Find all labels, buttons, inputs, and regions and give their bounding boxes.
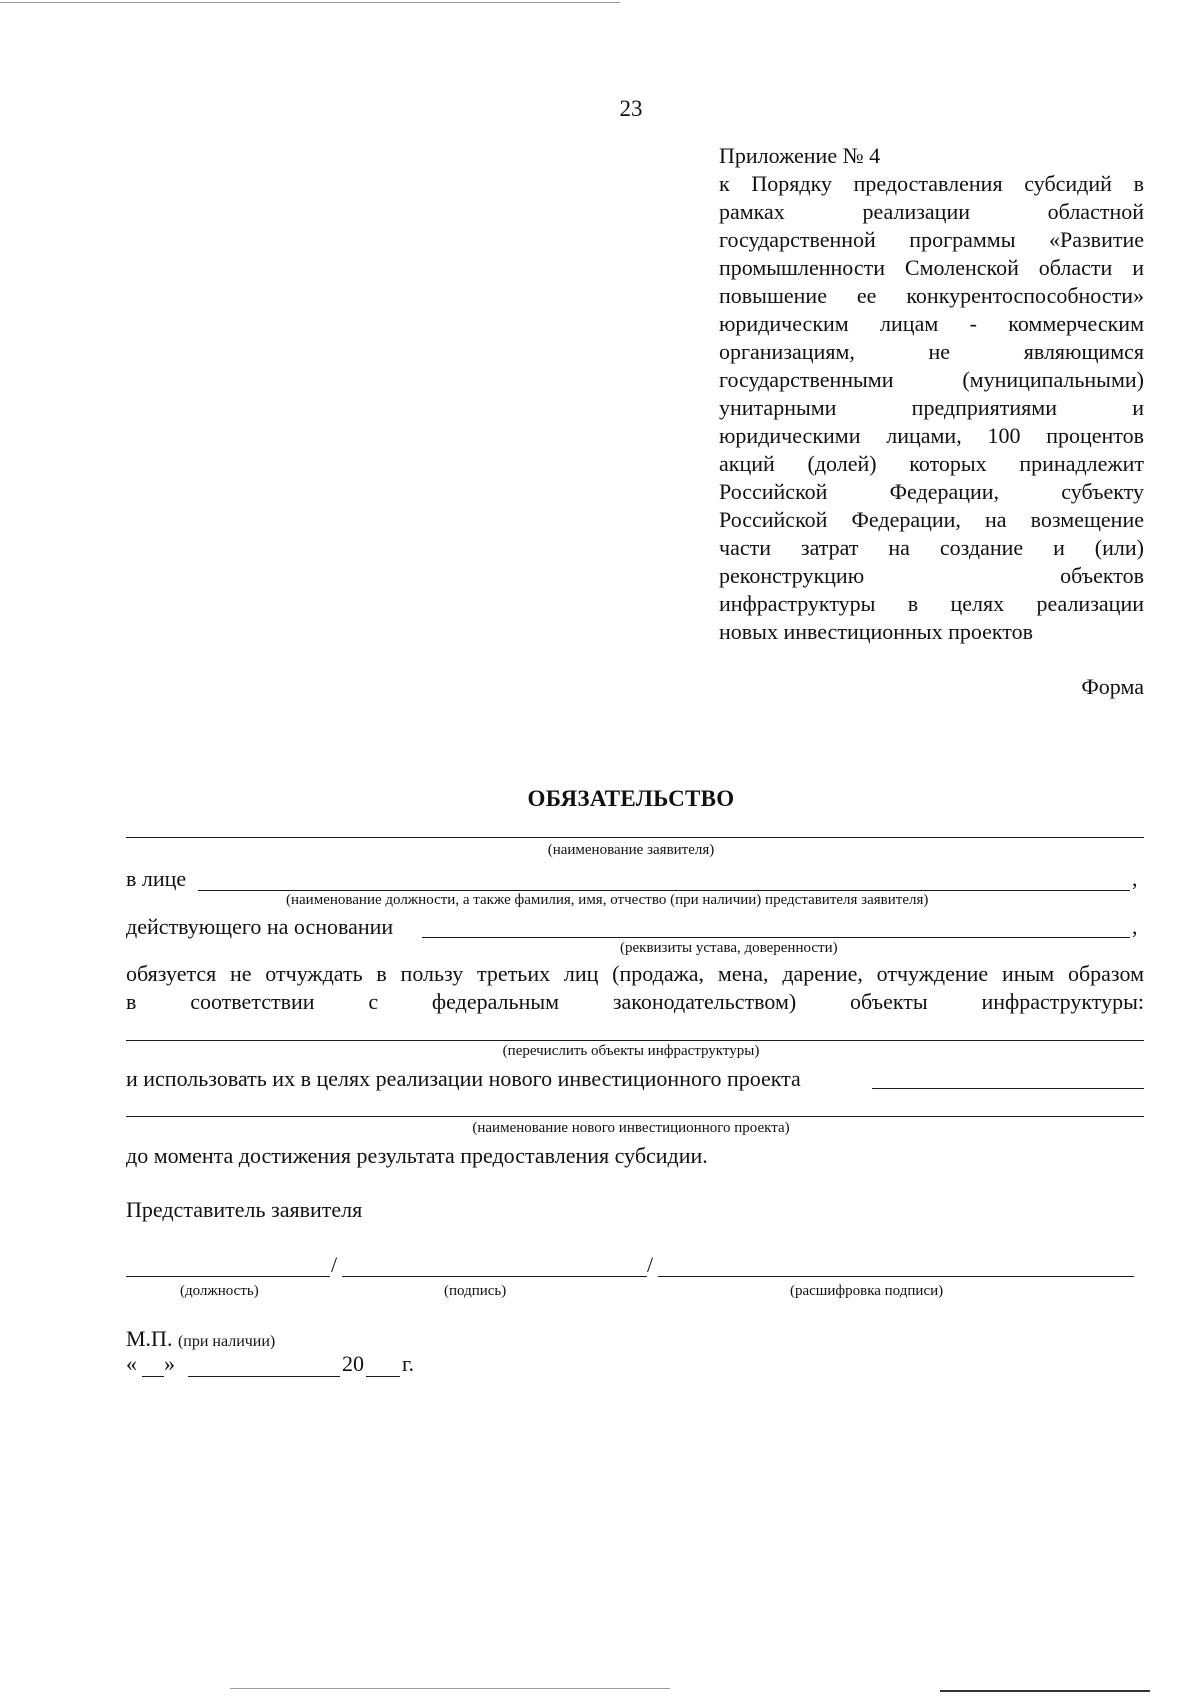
appendix-line: Российской Федерации, на возмещение	[719, 507, 1144, 532]
acting-label: действующего на основании	[126, 914, 394, 939]
comma: ,	[1132, 914, 1138, 939]
appendix-line: части затрат на создание и (или)	[719, 535, 1144, 560]
slash: /	[647, 1252, 654, 1277]
decoding-caption: (расшифровка подписи)	[790, 1283, 944, 1299]
appendix-line: организациям, не являющимся	[719, 339, 1144, 364]
page-number: 23	[619, 96, 643, 121]
date-open-quote: «	[126, 1351, 137, 1376]
infrastructure-objects-field[interactable]	[126, 1040, 1144, 1041]
date-close-quote: »	[164, 1351, 175, 1376]
appendix-line: инфраструктуры в целях реализации	[719, 591, 1144, 616]
scan-artifact-bottom	[230, 1688, 670, 1689]
applicant-caption: (наименование заявителя)	[547, 842, 715, 858]
appendix-line: повышение ее конкурентоспособности»	[719, 283, 1144, 308]
year-suffix: г.	[402, 1351, 415, 1376]
date-month-field[interactable]	[188, 1376, 340, 1377]
signature-decoding-field[interactable]	[658, 1276, 1134, 1277]
date-year-field[interactable]	[366, 1376, 400, 1377]
project-field-start[interactable]	[872, 1088, 1144, 1089]
seal-label	[126, 1326, 275, 1352]
until-text: до момента достижения результата предоставления субсидии.	[126, 1143, 708, 1168]
appendix-line: промышленности Смоленской области и	[719, 255, 1144, 280]
appendix-line: к Порядку предоставления субсидий в	[719, 171, 1144, 196]
scan-artifact-top	[0, 2, 620, 3]
obligation-text-line: обязуется не отчуждать в пользу третьих лиц (продажа, мена, дарение, отчуждение иным образом	[126, 961, 1144, 986]
project-caption: (наименование нового инвестиционного проекта)	[472, 1120, 790, 1136]
appendix-line: государственными (муниципальными)	[719, 367, 1144, 392]
appendix-line: государственной программы «Развитие	[719, 227, 1144, 252]
applicant-name-field[interactable]	[126, 837, 1144, 838]
appendix-line: юридическими лицами, 100 процентов	[719, 423, 1144, 448]
appendix-line: унитарными предприятиями и	[719, 395, 1144, 420]
in-person-label: в лице	[126, 866, 187, 891]
appendix-line: акций (долей) которых принадлежит	[719, 451, 1144, 476]
comma: ,	[1132, 866, 1138, 891]
basis-field[interactable]	[422, 937, 1130, 938]
signature-caption: (подпись)	[444, 1283, 507, 1299]
signature-field[interactable]	[342, 1276, 647, 1277]
obligation-text-line: в соответствии с федеральным законодательством) объекты инфраструктуры:	[126, 989, 1144, 1014]
representative-caption: (наименование должности, а также фамилия, имя, отчество (при наличии) представителя заявителя)	[286, 892, 929, 908]
representative-label: Представитель заявителя	[126, 1197, 363, 1222]
appendix-line: рамках реализации областной	[719, 199, 1144, 224]
date-day-field[interactable]	[142, 1376, 164, 1377]
objects-caption: (перечислить объекты инфраструктуры)	[502, 1043, 760, 1059]
document-title: ОБЯЗАТЕЛЬСТВО	[527, 786, 735, 811]
form-label: Форма	[1081, 674, 1144, 699]
appendix-block	[719, 142, 1144, 646]
scan-artifact-bottom-right	[940, 1690, 1150, 1692]
seal-abbr: М.П.	[126, 1326, 173, 1351]
appendix-line: юридическим лицам - коммерческим	[719, 311, 1144, 336]
year-prefix: 20	[342, 1351, 364, 1376]
basis-caption: (реквизиты устава, доверенности)	[620, 940, 838, 956]
seal-note: (при наличии)	[177, 1333, 276, 1350]
representative-field[interactable]	[198, 890, 1130, 891]
appendix-line: новых инвестиционных проектов	[719, 619, 1034, 644]
appendix-line: реконструкцию объектов	[719, 563, 1144, 588]
position-caption: (должность)	[180, 1283, 259, 1299]
project-name-field[interactable]	[126, 1116, 1144, 1117]
slash: /	[331, 1252, 338, 1277]
appendix-line: Приложение № 4	[719, 143, 881, 168]
use-label: и использовать их в целях реализации нового инвестиционного проекта	[126, 1066, 801, 1091]
position-field[interactable]	[126, 1276, 330, 1277]
appendix-line: Российской Федерации, субъекту	[719, 479, 1144, 504]
